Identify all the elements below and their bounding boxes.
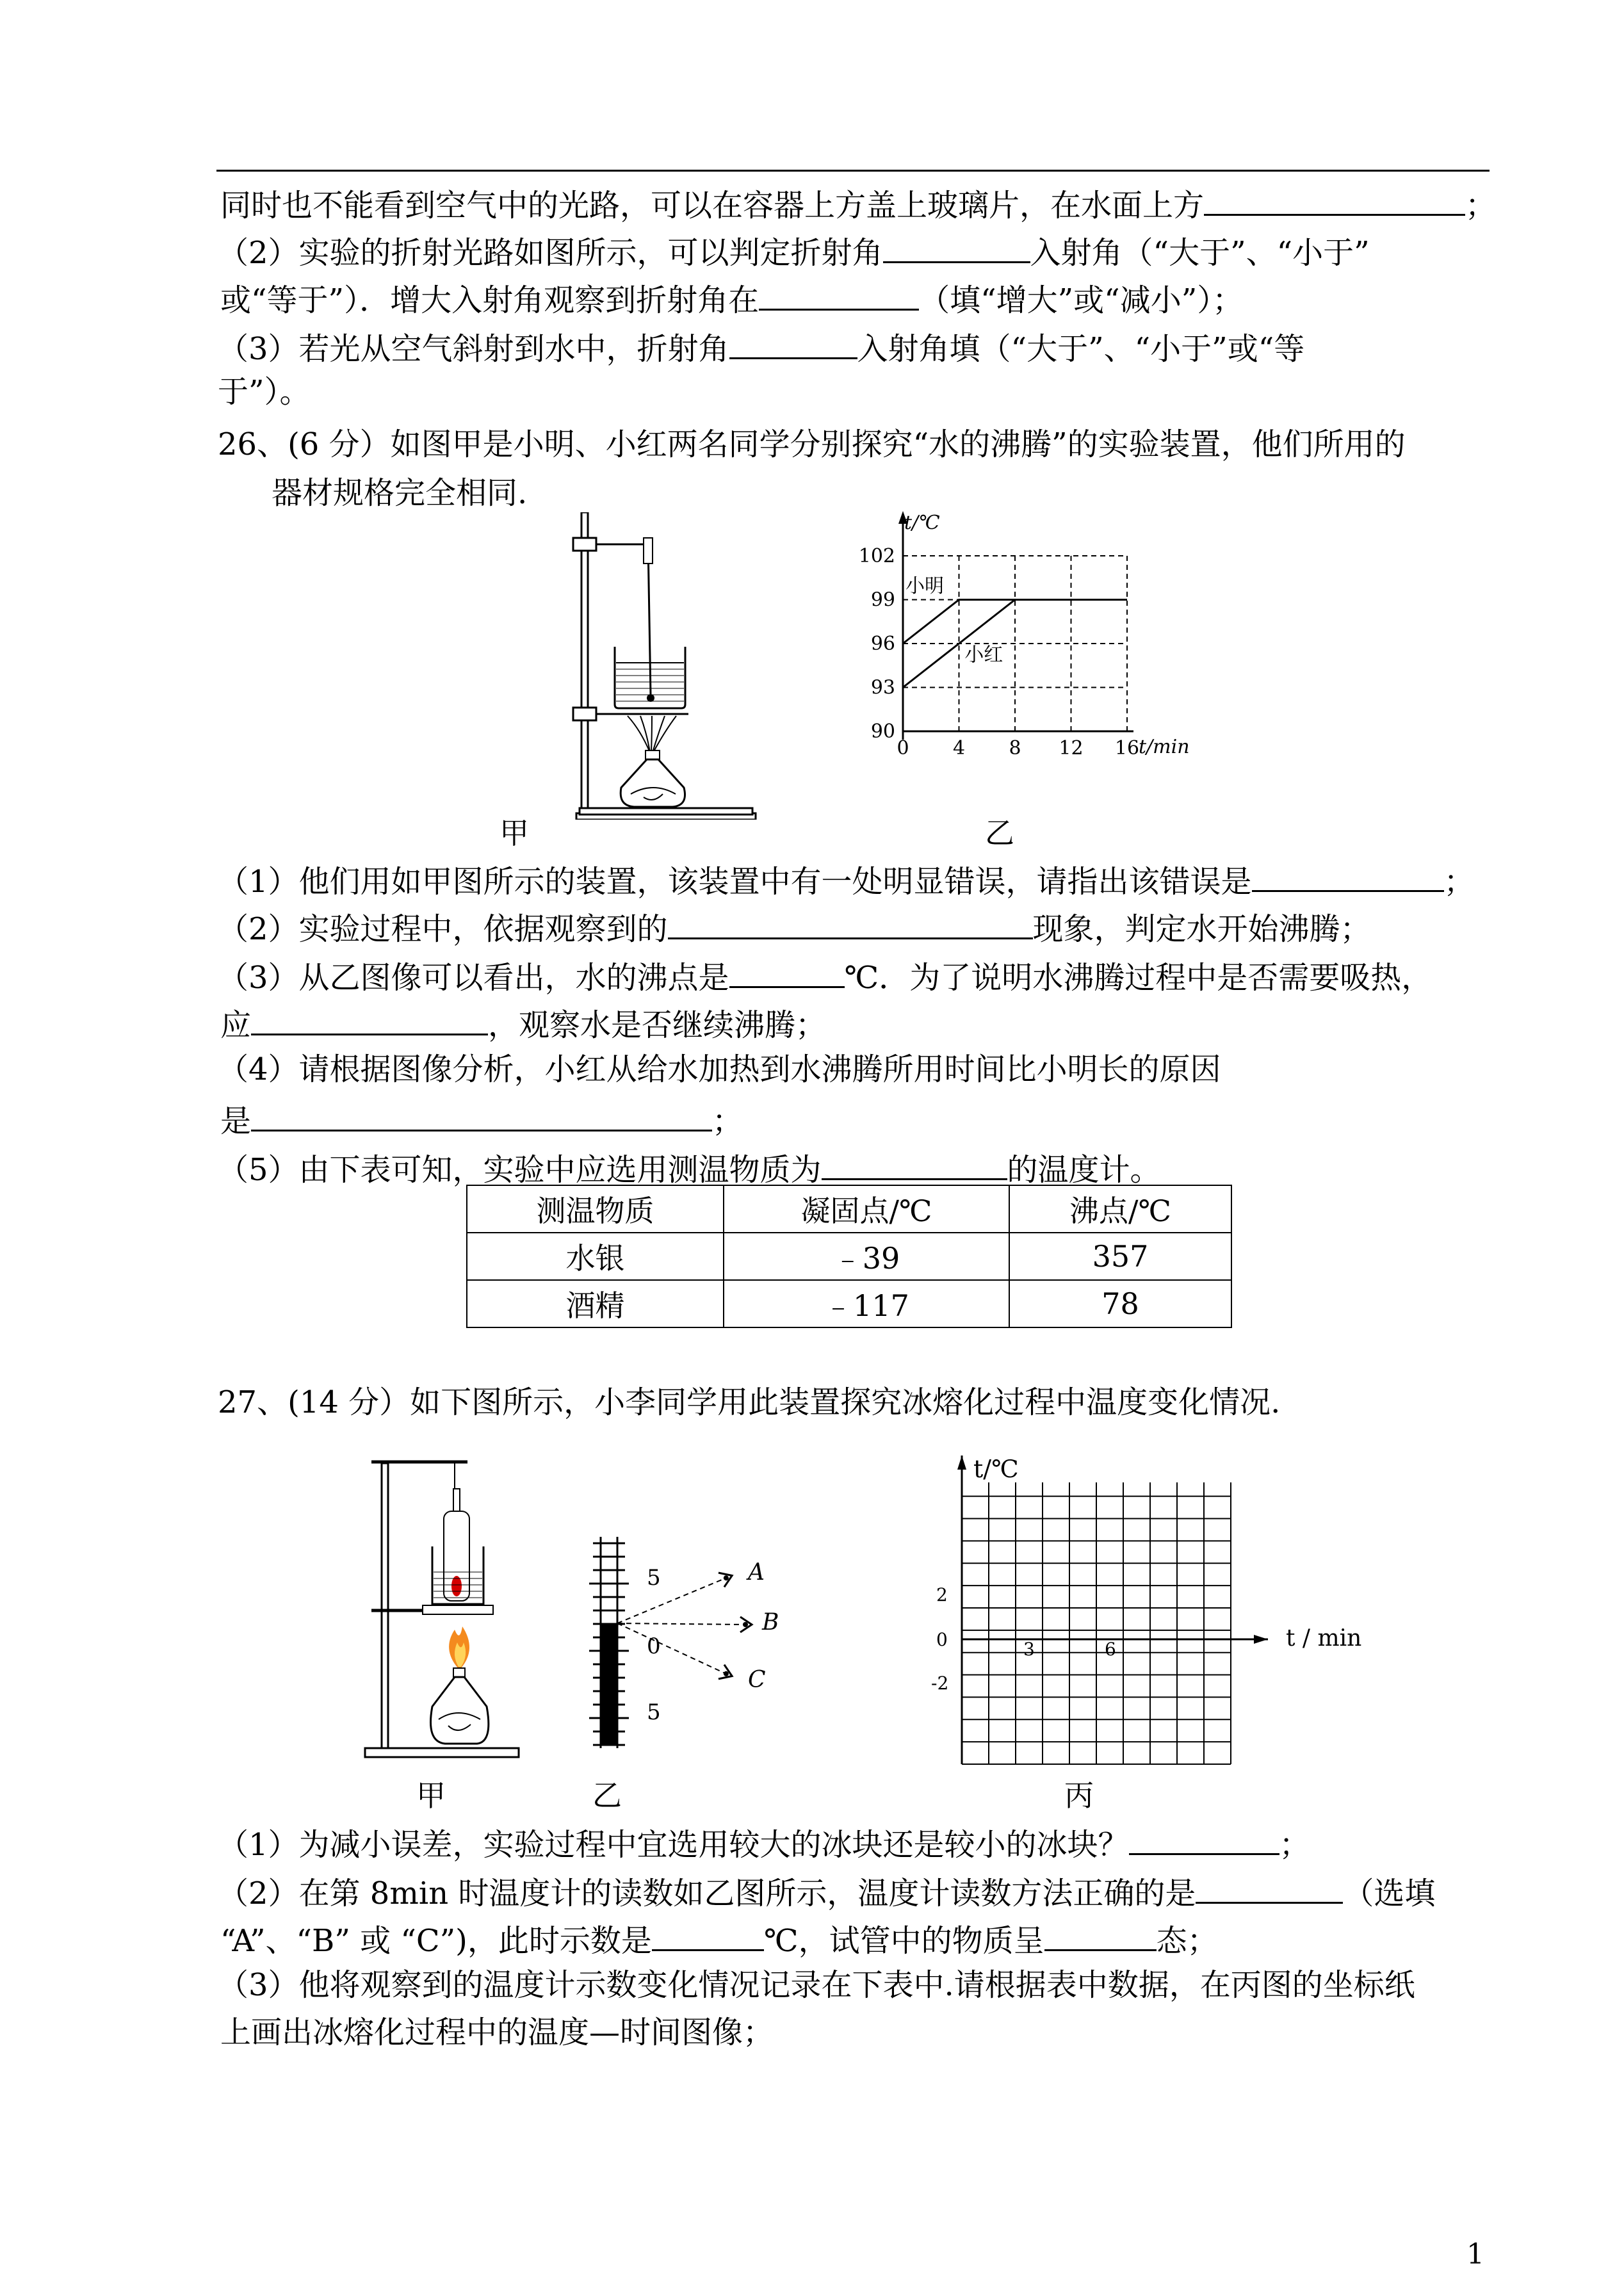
q27-title: 27、(14 分）如下图所示，小李同学用此装置探究冰熔化过程中温度变化情况.: [218, 1384, 1281, 1420]
table-header: 凝固点/℃: [724, 1185, 1009, 1233]
grid-ytick: 0: [936, 1629, 948, 1650]
q26-part4-cont: 是 ；: [220, 1098, 743, 1140]
figure-caption-yi: 乙: [985, 816, 1014, 850]
x-tick-label: 0: [897, 737, 909, 759]
figure-caption-yi: 乙: [592, 1778, 622, 1813]
y-tick-label: 96: [870, 633, 895, 655]
eye-icon: [719, 1568, 735, 1587]
boiling-temperature-chart: [832, 506, 1217, 775]
table-header: 测温物质: [467, 1185, 724, 1233]
q26-part5: （5）由下表可知，实验中应选用测温物质为 的温度计。: [218, 1146, 1161, 1189]
answer-blank[interactable]: [668, 905, 1033, 939]
answer-blank[interactable]: [251, 1002, 488, 1035]
q26-part1: （1）他们用如甲图所示的装置，该装置中有一处明显错误，请指出该错误是 ；: [218, 858, 1475, 901]
answer-blank[interactable]: [729, 954, 845, 988]
thermometer-label: 5: [647, 1565, 661, 1591]
x-tick-label: 16: [1114, 737, 1140, 759]
thermometer-bulb: [451, 1576, 462, 1596]
boiling-apparatus-figure: [551, 512, 781, 820]
view-label-a: A: [748, 1559, 765, 1585]
answer-blank[interactable]: [251, 1098, 712, 1131]
series-label: 小明: [905, 575, 944, 598]
graph-paper-figure: [922, 1450, 1370, 1777]
q27-part3-cont: 上画出冰熔化过程中的温度—时间图像；: [220, 2015, 774, 2050]
table-header-row: [467, 1185, 1231, 1233]
answer-blank[interactable]: [652, 1917, 764, 1951]
answer-blank[interactable]: [1129, 1821, 1279, 1855]
thermometer-liquid: [601, 1623, 617, 1745]
y-tick-label: 90: [870, 720, 895, 743]
q26-title-cont: 器材规格完全相同.: [272, 475, 528, 511]
y-tick-label: 99: [870, 588, 895, 612]
grid-ytick: 2: [936, 1584, 948, 1605]
eye-icon: [719, 1665, 735, 1683]
answer-blank[interactable]: [1204, 182, 1465, 216]
grid-xlabel: t / min: [1286, 1625, 1362, 1651]
figure-caption-jia: 甲: [499, 816, 529, 850]
page-number: 1: [1466, 2238, 1484, 2271]
grid-ylabel: t/℃: [973, 1455, 1019, 1483]
header-rule: [216, 170, 1490, 172]
grid-ytick: -2: [931, 1673, 949, 1694]
table-cell: 水银: [467, 1233, 724, 1280]
x-tick-label: 4: [952, 737, 966, 759]
eye-icon: [740, 1617, 752, 1632]
q27-part1: （1）为减小误差，实验过程中宜选用较大的冰块还是较小的冰块？ ；: [218, 1821, 1310, 1864]
q27-part2: （2）在第 8min 时温度计的读数如乙图所示，温度计读数方法正确的是 （选填: [218, 1870, 1435, 1913]
series-label: 小红: [964, 644, 1003, 667]
table-row: [467, 1280, 1231, 1327]
q26-part3-cont: 应 ，观察水是否继续沸腾；: [220, 1002, 826, 1044]
table-cell: 78: [1009, 1280, 1231, 1327]
q25-line1: 同时也不能看到空气中的光路，可以在容器上方盖上玻璃片，在水面上方 ；: [220, 182, 1496, 225]
chart-xlabel: t/min: [1139, 736, 1190, 758]
y-tick-label: 102: [858, 545, 895, 567]
answer-blank[interactable]: [883, 229, 1030, 263]
chart-ylabel: t/℃: [904, 512, 940, 534]
ice-melting-apparatus-figure: [359, 1450, 525, 1764]
q25-line5: 于”）。: [218, 374, 311, 410]
q26-title: 26、(6 分）如图甲是小明、小红两名同学分别探究“水的沸腾”的实验装置，他们所用的: [218, 426, 1406, 462]
grid-xtick: 6: [1105, 1639, 1116, 1660]
answer-blank[interactable]: [729, 325, 857, 359]
answer-blank[interactable]: [822, 1146, 1007, 1180]
figure-caption-bing: 丙: [1064, 1778, 1094, 1813]
answer-blank[interactable]: [1196, 1870, 1343, 1904]
answer-blank[interactable]: [1252, 858, 1444, 892]
q27-part3: （3）他将观察到的温度计示数变化情况记录在下表中.请根据表中数据，在丙图的坐标纸: [218, 1967, 1415, 2003]
thermometer-reading-figure: [576, 1534, 807, 1755]
table-cell: ﹣39: [724, 1233, 1009, 1280]
x-tick-label: 12: [1059, 737, 1084, 759]
table-row: [467, 1233, 1231, 1280]
thermometric-substance-table: [466, 1185, 1232, 1328]
view-label-c: C: [748, 1667, 766, 1693]
table-header: 沸点/℃: [1009, 1185, 1231, 1233]
thermometer-label: 5: [647, 1699, 661, 1725]
grid-xtick: 3: [1023, 1639, 1035, 1660]
view-label-b: B: [762, 1609, 779, 1635]
q27-part2-cont: “A”、“B” 或 “C”)，此时示数是 ℃，试管中的物质呈 态；: [220, 1917, 1218, 1960]
q25-line3: 或“等于”）．增大入射角观察到折射角在 （填“增大”或“减小”）；: [220, 277, 1243, 320]
q25-line2: （2）实验的折射光路如图所示，可以判定折射角 入射角（“大于”、“小于”: [218, 229, 1370, 272]
answer-blank[interactable]: [1044, 1917, 1157, 1951]
thermometer-label: 0: [647, 1634, 661, 1659]
q26-part4: （4）请根据图像分析，小红从给水加热到水沸腾所用时间比小明长的原因: [218, 1051, 1221, 1087]
answer-blank[interactable]: [759, 277, 919, 311]
q26-part3: （3）从乙图像可以看出，水的沸点是 ℃．为了说明水沸腾过程中是否需要吸热，: [218, 954, 1432, 997]
y-tick-label: 93: [870, 676, 895, 699]
q25-line4: （3）若光从空气斜射到水中，折射角 入射角填（“大于”、“小于”或“等: [218, 325, 1304, 368]
q26-part2: （2）实验过程中，依据观察到的 现象，判定水开始沸腾；: [218, 905, 1371, 948]
table-cell: 酒精: [467, 1280, 724, 1327]
table-cell: 357: [1009, 1233, 1231, 1280]
table-cell: ﹣117: [724, 1280, 1009, 1327]
x-tick-label: 8: [1009, 737, 1021, 759]
figure-caption-jia: 甲: [416, 1778, 446, 1813]
